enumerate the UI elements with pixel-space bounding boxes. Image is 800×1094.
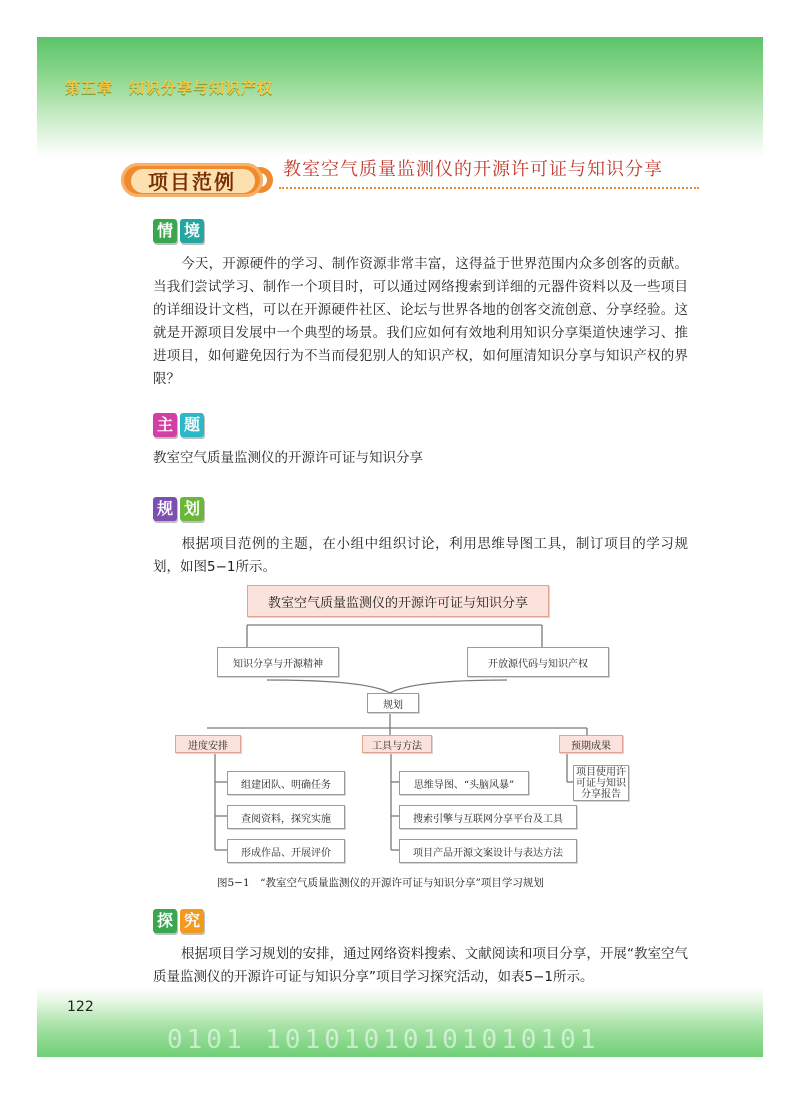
diagram-center-node: 规划 bbox=[367, 693, 419, 713]
diagram-schedule-item: 查阅资料，探究实施 bbox=[227, 805, 345, 829]
diagram-tools-item: 思维导图、“头脑风暴” bbox=[399, 771, 529, 795]
project-example-label: 项目范例 bbox=[148, 170, 236, 194]
diagram-category-tools: 工具与方法 bbox=[362, 735, 432, 753]
diagram-outcome-item: 项目使用许可证与知识分享报告 bbox=[573, 765, 629, 801]
diagram-left-branch: 知识分享与开源精神 bbox=[217, 647, 339, 677]
theme-section-icon: 主 题 bbox=[153, 413, 204, 439]
explore-paragraph: 根据项目学习规划的安排，通过网络资料搜索、文献阅读和项目分享，开展“教室空气质量监测仪的开源许可证与知识分享”项目学习探究活动，如表5−1所示。 bbox=[153, 946, 688, 985]
footer-band bbox=[37, 987, 763, 1057]
figure-caption: 图5−1 “教室空气质量监测仪的开源许可证与知识分享”项目学习规划 bbox=[217, 877, 544, 889]
diagram-root-node: 教室空气质量监测仪的开源许可证与知识分享 bbox=[247, 585, 549, 617]
plan-section-icon: 规 划 bbox=[153, 497, 204, 523]
mind-map-diagram bbox=[188, 585, 627, 865]
explore-section-icon: 探 究 bbox=[153, 909, 204, 935]
project-example-title: 教室空气质量监测仪的开源许可证与知识分享 bbox=[283, 159, 663, 180]
scenario-section-icon: 情 境 bbox=[153, 219, 204, 245]
footer-digits: 0101 10101010101010101 bbox=[167, 1025, 600, 1055]
diagram-schedule-item: 组建团队、明确任务 bbox=[227, 771, 345, 795]
title-divider bbox=[279, 187, 699, 189]
diagram-right-branch: 开放源代码与知识产权 bbox=[467, 647, 609, 677]
diagram-tools-item: 搜索引擎与互联网分享平台及工具 bbox=[399, 805, 577, 829]
plan-paragraph: 根据项目范例的主题，在小组中组织讨论，利用思维导图工具，制订项目的学习规划，如图5−1所示。 bbox=[153, 536, 688, 575]
project-example-tag bbox=[121, 155, 301, 205]
page-number: 122 bbox=[67, 999, 94, 1015]
textbook-page bbox=[37, 37, 763, 1057]
chapter-title: 第五章 知识分享与知识产权 bbox=[65, 79, 274, 97]
theme-paragraph: 教室空气质量监测仪的开源许可证与知识分享 bbox=[153, 450, 423, 466]
diagram-category-schedule: 进度安排 bbox=[175, 735, 241, 753]
diagram-tools-item: 项目产品开源文案设计与表达方法 bbox=[399, 839, 577, 863]
diagram-schedule-item: 形成作品、开展评价 bbox=[227, 839, 345, 863]
diagram-category-outcomes: 预期成果 bbox=[559, 735, 623, 753]
scenario-paragraph: 今天，开源硬件的学习、制作资源非常丰富，这得益于世界范围内众多创客的贡献。当我们尝试学习、制作一个项目时，可以通过网络搜索到详细的元器件资料以及一些项目的详细设计文档，可以在开源硬件社区、论坛与世界各地的创客交流创意、分享经验。这就是开源项目发展中一个典型的场景。我们应如何有效地利用知识分享渠道快速学习、推进项目，如何避免因行为不当而侵犯别人的知识产权，如何厘清知识分享与知识产权的界限？ bbox=[153, 256, 688, 387]
